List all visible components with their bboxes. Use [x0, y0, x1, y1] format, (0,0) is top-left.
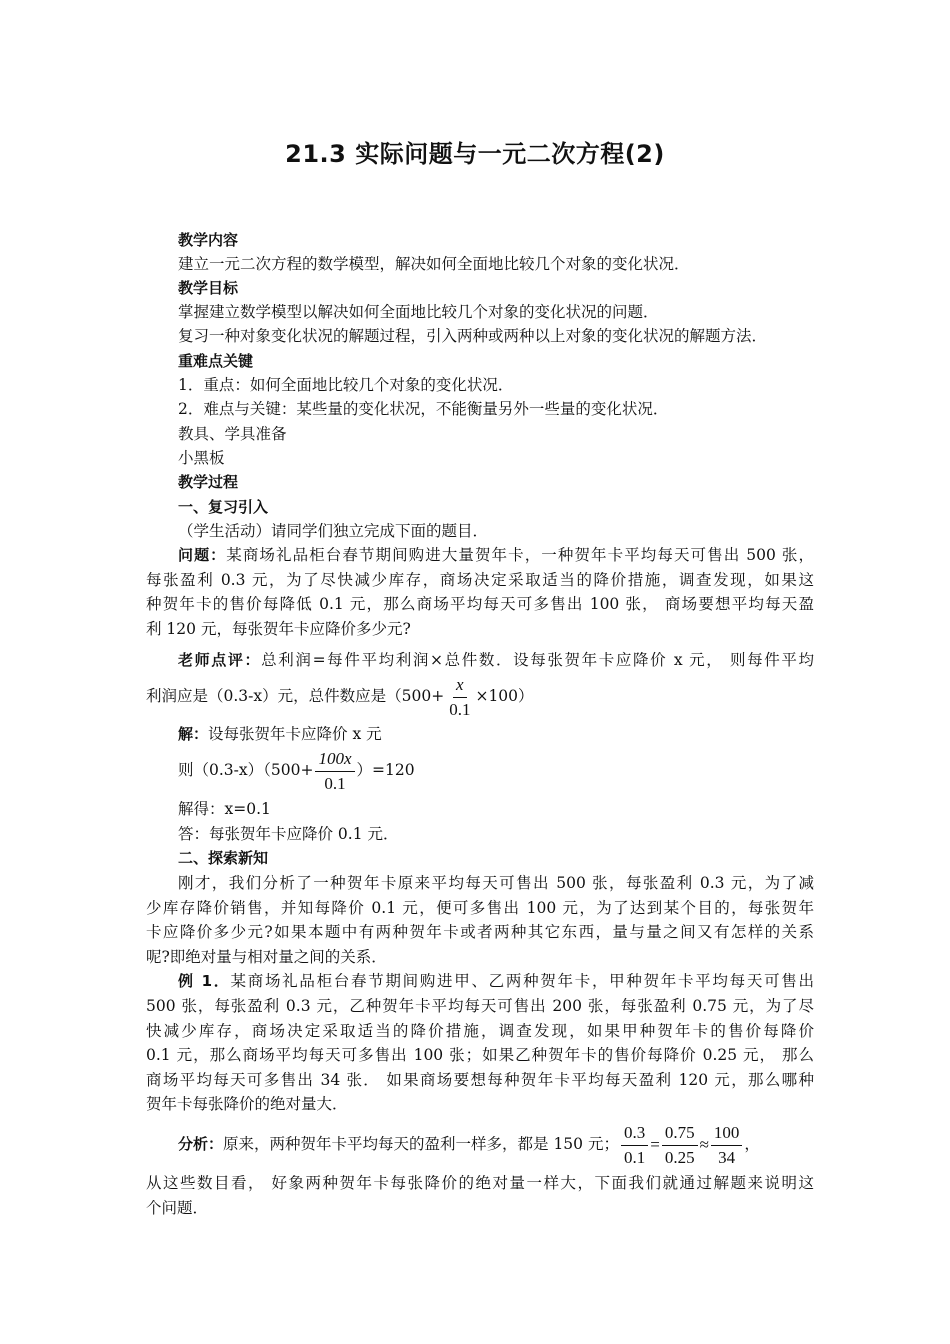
fraction-denominator: 0.1 — [449, 699, 471, 719]
fraction-x-over-0.1 — [446, 675, 473, 720]
fraction-0.75-over-0.25 — [662, 1123, 698, 1168]
fraction-0.3-over-0.1 — [621, 1123, 648, 1168]
heading-content: 教学内容 — [178, 231, 239, 249]
solution-line-3: 解得：x=0.1 — [178, 800, 271, 818]
solution-line-1 — [178, 722, 814, 746]
goal-line-1: 掌握建立数学模型以解决如何全面地比较几个对象的变化状况的问题． — [178, 303, 659, 321]
example-line-1 — [178, 969, 814, 993]
fraction-denominator: 0.25 — [664, 1147, 695, 1167]
analysis-line-3: 个问题． — [146, 1199, 209, 1217]
approx-sign: ≈ — [699, 1135, 709, 1154]
comment-text-2-post: ×100） — [475, 687, 534, 705]
problem-line-1 — [178, 543, 814, 567]
fraction-numerator: 100 — [711, 1123, 743, 1146]
explore-line-2: 少库存降价销售，并知每降价 0.1 元，便可多售出 100 元，为了达到某个目的，每张贺年 — [146, 899, 814, 917]
analysis-label: 分析： — [178, 1135, 224, 1153]
analysis-text-1-pre: 原来，两种贺年卡平均每天的盈利一样多，都是 150 元； — [223, 1135, 619, 1153]
problem-line-3: 种贺年卡的售价每降低 0.1 元，那么商场平均每天可多售出 100 张， 商场要想平均每天盈 — [146, 595, 814, 613]
analysis-text-1-post: ， — [744, 1135, 760, 1153]
solution-line-4: 答：每张贺年卡应降价 0.1 元． — [178, 825, 399, 843]
example-line-4: 0.1 元，那么商场平均每天可多售出 100 张；如果乙种贺年卡的售价每降价 0.25 元， 那么 — [146, 1046, 814, 1064]
comment-line-1 — [178, 648, 814, 672]
heading-goal: 教学目标 — [178, 279, 239, 297]
solution-line-2 — [178, 748, 814, 794]
fraction-numerator: 0.3 — [621, 1123, 648, 1146]
fraction-numerator: x — [453, 675, 467, 698]
example-line-2: 500 张，每张盈利 0.3 元，乙种贺年卡平均每天可售出 200 张，每张盈利 0.75 元，为了尽 — [146, 997, 814, 1015]
fraction-100x-over-0.1 — [315, 749, 354, 794]
student-activity: （学生活动）请同学们独立完成下面的题目． — [178, 522, 489, 540]
example-line-5: 商场平均每天可多售出 34 张． 如果商场要想每种贺年卡平均每天盈利 120 元，那么哪种 — [146, 1071, 814, 1089]
explore-line-4: 呢?即绝对量与相对量之间的关系． — [146, 948, 387, 966]
tools-text: 小黑板 — [178, 449, 225, 467]
solution-text-2-pre: 则（0.3-x）（500+ — [178, 761, 314, 779]
explore-line-3: 卡应降价多少元?如果本题中有两种贺年卡或者两种其它东西，量与量之间又有怎样的关系 — [146, 923, 814, 941]
fraction-denominator: 0.1 — [324, 773, 346, 793]
heading-section-2: 二、探索新知 — [178, 849, 269, 867]
heading-process: 教学过程 — [178, 473, 239, 491]
heading-keypoint: 重难点关键 — [178, 352, 254, 370]
problem-text-1: 某商场礼品柜台春节期间购进大量贺年卡，一种贺年卡平均每天可售出 500 张， — [226, 546, 814, 564]
keypoint-2: 2．难点与关键：某些量的变化状况，不能衡量另外一些量的变化状况． — [178, 400, 669, 418]
fraction-numerator: 100x — [315, 749, 354, 772]
keypoint-1: 1．重点：如何全面地比较几个对象的变化状况． — [178, 376, 514, 394]
analysis-line-1 — [178, 1122, 814, 1168]
comment-text-2-pre: 利润应是（0.3-x）元，总件数应是（500+ — [146, 687, 445, 705]
example-text-1: 某商场礼品柜台春节期间购进甲、乙两种贺年卡，甲种贺年卡平均每天可售出 — [230, 972, 814, 990]
fraction-numerator: 0.75 — [662, 1123, 698, 1146]
equals-sign: = — [650, 1135, 660, 1154]
problem-label: 问题： — [178, 546, 227, 564]
content-text: 建立一元二次方程的数学模型，解决如何全面地比较几个对象的变化状况． — [178, 255, 690, 273]
solution-text-1: 设每张贺年卡应降价 x 元 — [208, 725, 382, 743]
comment-text-1: 总利润=每件平均利润×总件数．设每张贺年卡应降价 x 元， 则每件平均 — [261, 651, 814, 669]
goal-line-2: 复习一种对象变化状况的解题过程，引入两种或两种以上对象的变化状况的解题方法． — [178, 327, 768, 345]
solution-text-2-post: ）=120 — [356, 761, 415, 779]
fraction-100-over-34 — [711, 1123, 743, 1168]
fraction-denominator: 34 — [718, 1147, 736, 1167]
problem-line-2: 每张盈利 0.3 元，为了尽快减少库存，商场决定采取适当的降价措施，调查发现，如果这 — [146, 571, 814, 589]
comment-line-2 — [146, 674, 814, 720]
analysis-line-2: 从这些数目看， 好象两种贺年卡每张降价的绝对量一样大，下面我们就通过解题来说明这 — [146, 1174, 814, 1192]
explore-line-1: 刚才，我们分析了一种贺年卡原来平均每天可售出 500 张，每张盈利 0.3 元，为了减 — [178, 874, 814, 892]
solution-label: 解： — [178, 725, 209, 743]
problem-line-4: 利 120 元，每张贺年卡应降价多少元? — [146, 620, 411, 638]
example-label: 例 1． — [178, 972, 231, 990]
heading-tools: 教具、学具准备 — [178, 425, 287, 443]
comment-label: 老师点评： — [178, 651, 262, 669]
fraction-denominator: 0.1 — [623, 1147, 646, 1167]
document-title: 21.3 实际问题与一元二次方程(2) — [285, 140, 665, 168]
example-line-6: 贺年卡每张降价的绝对量大． — [146, 1095, 348, 1113]
example-line-3: 快减少库存，商场决定采取适当的降价措施，调查发现，如果甲种贺年卡的售价每降价 — [146, 1022, 814, 1040]
heading-section-1: 一、复习引入 — [178, 498, 269, 516]
